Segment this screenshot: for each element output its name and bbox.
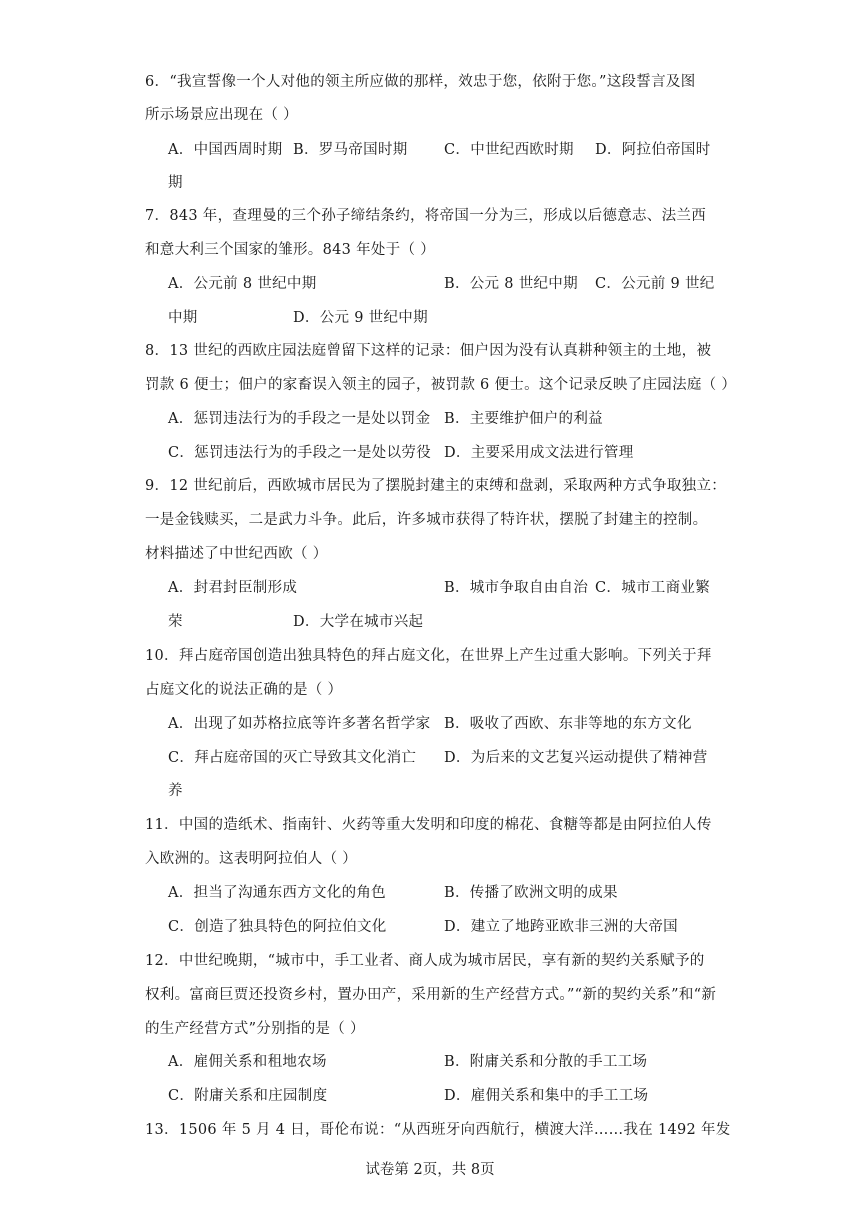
- q8-option-c: C．惩罚违法行为的手段之一是处以劳役: [168, 445, 431, 461]
- q10-stem-line-2: 占庭文化的说法正确的是（ ）: [145, 682, 343, 698]
- q9-option-a: A．封君封臣制形成: [168, 580, 298, 596]
- q10-option-c: C．拜占庭帝国的灭亡导致其文化消亡: [168, 750, 417, 766]
- q7-stem-line-1: 7．843 年，查理曼的三个孙子缔结条约，将帝国一分为三，形成以后德意志、法兰西: [145, 208, 707, 224]
- q9-stem-line-3: 材料描述了中世纪西欧（ ）: [145, 546, 328, 562]
- q11-option-b: B．传播了欧洲文明的成果: [444, 885, 618, 901]
- q9-stem-line-1: 9．12 世纪前后，西欧城市居民为了摆脱封建主的束缚和盘剥，采取两种方式争取独立：: [145, 478, 727, 494]
- q10-option-b: B．吸收了西欧、东非等地的东方文化: [444, 716, 692, 732]
- page-footer: 试卷第 2页，共 8页: [365, 1162, 495, 1178]
- q8-stem-line-1: 8．13 世纪的西欧庄园法庭曾留下这样的记录：佃户因为没有认真耕种领主的土地，被: [145, 343, 712, 359]
- q6-option-d: D．阿拉伯帝国时: [595, 142, 711, 158]
- q7-option-b: B．公元 8 世纪中期: [444, 276, 578, 292]
- q9-option-b: B．城市争取自由自治: [444, 580, 589, 596]
- q12-stem-line-1: 12．中世纪晚期，“城市中，手工业者、商人成为城市居民，享有新的契约关系赋予的: [145, 953, 705, 969]
- q12-option-d: D．雇佣关系和集中的手工工场: [444, 1088, 649, 1104]
- q6-option-c: C．中世纪西欧时期: [444, 142, 574, 158]
- q11-stem-line-2: 入欧洲的。这表明阿拉伯人（ ）: [145, 851, 358, 867]
- q10-option-a: A．出现了如苏格拉底等许多著名哲学家: [168, 716, 431, 732]
- q12-stem-line-2: 权利。富商巨贾还投资乡村，置办田产，采用新的生产经营方式。”“新的契约关系”和“新: [145, 987, 717, 1003]
- q9-stem-line-2: 一是金钱赎买，二是武力斗争。此后，许多城市获得了特许状，摆脱了封建主的控制。: [145, 512, 708, 528]
- q9-option-d: D．大学在城市兴起: [293, 614, 424, 630]
- q7-option-c: C．公元前 9 世纪: [595, 276, 715, 292]
- q10-option-d: D．为后来的文艺复兴运动提供了精神营: [444, 750, 708, 766]
- q11-option-d: D．建立了地跨亚欧非三洲的大帝国: [444, 919, 678, 935]
- q10-stem-line-1: 10．拜占庭帝国创造出独具特色的拜占庭文化，在世界上产生过重大影响。下列关于拜: [145, 648, 712, 664]
- q11-option-c: C．创造了独具特色的阿拉伯文化: [168, 919, 387, 935]
- q8-stem-line-2: 罚款 6 便士；佃户的家畜误入领主的园子，被罚款 6 便士。这个记录反映了庄园法庭（ ）: [145, 377, 737, 393]
- q12-option-b: B．附庸关系和分散的手工工场: [444, 1054, 648, 1070]
- q11-option-a: A．担当了沟通东西方文化的角色: [168, 885, 386, 901]
- q6-option-b: B．罗马帝国时期: [293, 142, 408, 158]
- q8-option-a: A．惩罚违法行为的手段之一是处以罚金: [168, 411, 431, 427]
- q7-option-a: A．公元前 8 世纪中期: [168, 276, 317, 292]
- q12-option-a: A．雇佣关系和租地农场: [168, 1054, 327, 1070]
- q6-option-a: A．中国西周时期: [168, 142, 283, 158]
- q7-option-d: D．公元 9 世纪中期: [293, 310, 428, 326]
- q12-stem-line-3: 的生产经营方式”分别指的是（ ）: [145, 1021, 365, 1037]
- q9-option-c: C．城市工商业繁: [595, 580, 710, 596]
- q7-stem-line-2: 和意大利三个国家的雏形。843 年处于（ ）: [145, 242, 435, 258]
- q8-option-d: D．主要采用成文法进行管理: [444, 445, 634, 461]
- q8-option-b: B．主要维护佃户的利益: [444, 411, 603, 427]
- q11-stem-line-1: 11．中国的造纸术、指南针、火药等重大发明和印度的棉花、食糖等都是由阿拉伯人传: [145, 817, 712, 833]
- q10-option-d-wrap: 养: [168, 783, 183, 799]
- q6-stem-line-2: 所示场景应出现在（ ）: [145, 107, 298, 123]
- q13-stem-line-1: 13．1506 年 5 月 4 日，哥伦布说：“从西班牙向西航行，横渡大洋……我在 1492 年发: [145, 1122, 731, 1138]
- q6-stem-line-1: 6．“我宣誓像一个人对他的领主所应做的那样，效忠于您，依附于您。”这段誓言及图: [145, 74, 696, 90]
- q6-option-d-wrap: 期: [168, 175, 183, 191]
- q9-option-c-wrap: 荣: [168, 614, 183, 630]
- q7-option-c-wrap: 中期: [168, 310, 198, 326]
- q12-option-c: C．附庸关系和庄园制度: [168, 1088, 328, 1104]
